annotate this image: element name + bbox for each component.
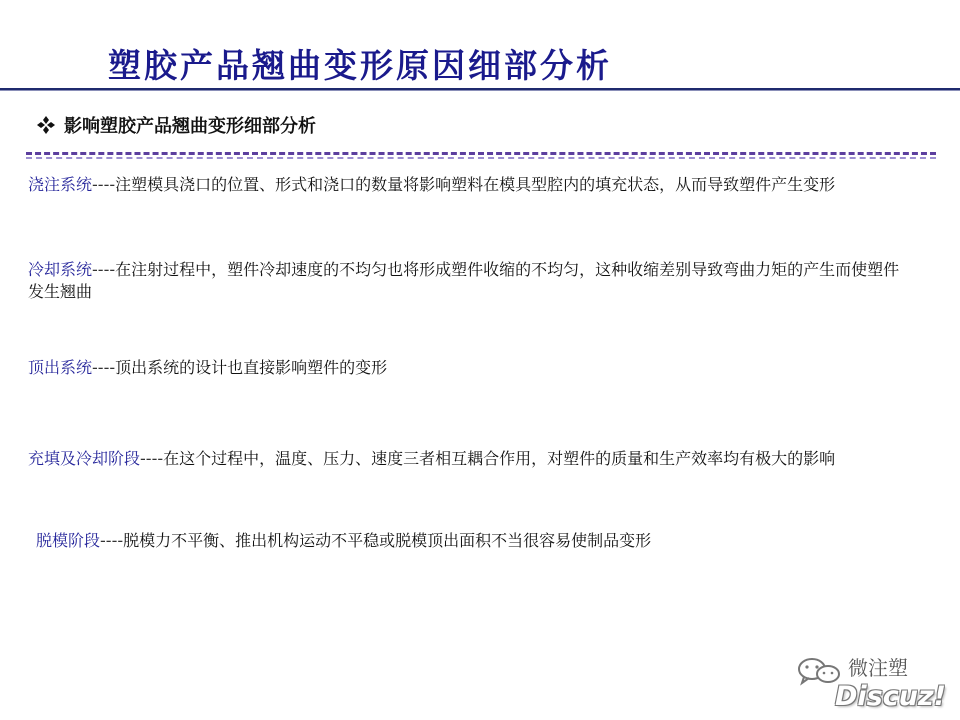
section-heading <box>36 112 316 138</box>
term-separator: ---- <box>92 358 116 377</box>
term-separator: ---- <box>100 531 124 550</box>
paragraph-text: 在注射过程中，塑件冷却速度的不均匀也将形成塑件收缩的不均匀，这种收缩差别导致弯曲力矩的产生而使塑件发生翘曲 <box>28 260 900 301</box>
term-separator: ---- <box>92 175 116 194</box>
watermark-cn-text: 微注塑 <box>848 656 908 680</box>
page-title: 塑胶产品翘曲变形原因细部分析 <box>108 46 612 85</box>
paragraph-text: 注塑模具浇口的位置、形式和浇口的数量将影响塑料在模具型腔内的填充状态，从而导致塑件产生变形 <box>115 175 836 194</box>
term-label: 顶出系统 <box>28 358 93 377</box>
term-label: 冷却系统 <box>28 260 93 279</box>
title-divider-shadow <box>0 90 960 91</box>
diamond-bullet-icon <box>36 115 56 135</box>
paragraph-gating-system <box>28 174 908 196</box>
paragraph-cooling-system <box>28 259 908 303</box>
dashed-divider <box>26 152 936 155</box>
dashed-divider-secondary <box>26 157 936 159</box>
term-label: 充填及冷却阶段 <box>28 449 141 468</box>
term-separator: ---- <box>92 260 116 279</box>
paragraph-filling-cooling-stage <box>28 448 908 470</box>
paragraph-text: 脱模力不平衡、推出机构运动不平稳或脱模顶出面积不当很容易使制品变形 <box>123 531 652 550</box>
section-heading-text: 影响塑胶产品翘曲变形细部分析 <box>64 116 316 137</box>
watermark-en-text: Discuz! <box>835 681 946 712</box>
watermark <box>796 652 946 712</box>
paragraph-demolding-stage <box>36 530 916 552</box>
term-separator: ---- <box>140 449 164 468</box>
term-label: 浇注系统 <box>28 175 93 194</box>
term-label: 脱模阶段 <box>36 531 101 550</box>
paragraph-text: 顶出系统的设计也直接影响塑件的变形 <box>115 358 388 377</box>
paragraph-text: 在这个过程中，温度、压力、速度三者相互耦合作用，对塑件的质量和生产效率均有极大的影响 <box>163 449 836 468</box>
paragraph-ejection-system <box>28 357 908 379</box>
